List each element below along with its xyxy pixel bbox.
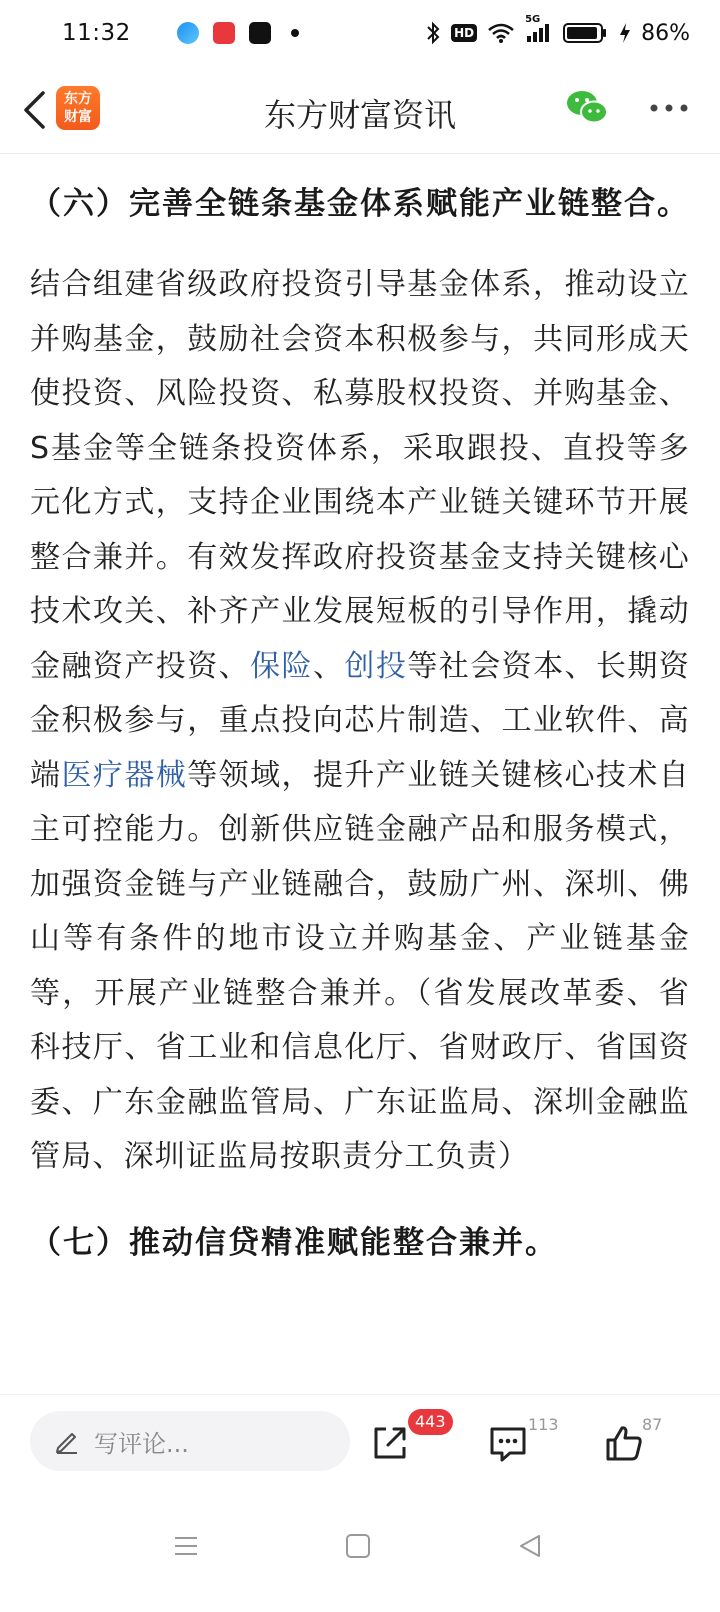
menu-lines-icon bbox=[173, 1534, 199, 1558]
section-heading: （六）完善全链条基金体系赋能产业链整合。 bbox=[30, 186, 690, 222]
nav-bar bbox=[0, 66, 720, 154]
signal-icon bbox=[525, 14, 553, 44]
logo-text-line1: 东方 bbox=[64, 91, 92, 107]
status-time: 11:32 bbox=[62, 20, 131, 46]
page-title: 东方财富资讯 bbox=[263, 96, 456, 134]
stock-link-venture[interactable]: 创投 bbox=[344, 648, 408, 684]
app-logo bbox=[56, 86, 100, 130]
battery-icon bbox=[563, 22, 609, 44]
like-count: 87 bbox=[642, 1415, 663, 1434]
stock-link-medical-devices[interactable]: 医疗器械 bbox=[61, 757, 188, 793]
tiktok-icon bbox=[249, 22, 271, 44]
comment-bubble-icon bbox=[488, 1423, 528, 1463]
article-paragraph bbox=[30, 258, 690, 1185]
hd-icon: HD bbox=[451, 24, 477, 42]
back-button[interactable] bbox=[14, 86, 54, 134]
chevron-left-icon bbox=[21, 90, 47, 130]
share-count-badge: 443 bbox=[408, 1409, 453, 1435]
next-section-heading: （七）推动信贷精准赋能整合兼并。 bbox=[30, 1224, 558, 1261]
network-type: 5G bbox=[525, 14, 541, 25]
share-icon bbox=[370, 1423, 410, 1463]
app-notification-icon bbox=[177, 22, 199, 44]
logo-text-line2: 财富 bbox=[64, 109, 92, 125]
comment-placeholder: 写评论... bbox=[94, 1429, 189, 1458]
article-body bbox=[30, 154, 690, 1394]
paragraph-text: 等社会资本、长期资金积极参与，重点投向芯片制造、工业软件、高端 bbox=[30, 648, 690, 793]
comment-input[interactable] bbox=[30, 1411, 350, 1471]
stock-link-insurance[interactable]: 保险 bbox=[250, 648, 313, 684]
home-button[interactable] bbox=[338, 1526, 378, 1566]
notification-icons bbox=[177, 22, 299, 44]
more-horizontal-icon bbox=[649, 103, 689, 113]
system-status bbox=[425, 14, 690, 46]
system-navigation-bar bbox=[0, 1498, 720, 1612]
charging-icon bbox=[619, 22, 631, 44]
bluetooth-icon bbox=[425, 21, 441, 45]
paragraph-text: 结合组建省级政府投资引导基金体系，推动设立并购基金，鼓励社会资本积极参与，共同形成天使投资、风险投资、私募股权投资、并购基金、S基金等全链条投资体系，采取跟投、直投等多元化方式，支持企业围绕本产业链关键环节开展整合兼并。有效发挥政府投资基金支持关键核心技术攻关、补齐产业发展短板的引导作用，撬动金融资产投资、 bbox=[30, 267, 690, 684]
app-notification-icon bbox=[213, 22, 235, 44]
square-icon bbox=[345, 1533, 371, 1559]
triangle-back-icon bbox=[517, 1533, 543, 1559]
more-notifications-dot bbox=[291, 29, 299, 37]
wechat-icon bbox=[566, 88, 610, 128]
more-options-button[interactable] bbox=[646, 88, 692, 128]
battery-percent: 86% bbox=[641, 20, 690, 46]
system-back-button[interactable] bbox=[510, 1526, 550, 1566]
status-bar bbox=[0, 0, 720, 66]
bottom-action-bar bbox=[0, 1394, 720, 1498]
pencil-icon bbox=[54, 1428, 80, 1454]
wechat-share-button[interactable] bbox=[566, 88, 610, 128]
recent-apps-button[interactable] bbox=[166, 1526, 206, 1566]
wifi-icon bbox=[487, 22, 515, 44]
comment-count: 113 bbox=[528, 1415, 559, 1434]
paragraph-text: 、 bbox=[312, 648, 345, 684]
paragraph-text: 等领域，提升产业链关键核心技术自主可控能力。创新供应链金融产品和服务模式，加强资金链与产业链融合，鼓励广州、深圳、佛山等有条件的地市设立并购基金、产业链基金等，开展产业链整合兼并。（省发展改革委、省科技厅、省工业和信息化厅、省财政厅、省国资委、广东金融监管局、广东证监局、深圳金融监管局、深圳证监局按职责分工负责） bbox=[30, 757, 690, 1174]
thumbs-up-icon bbox=[604, 1423, 644, 1463]
